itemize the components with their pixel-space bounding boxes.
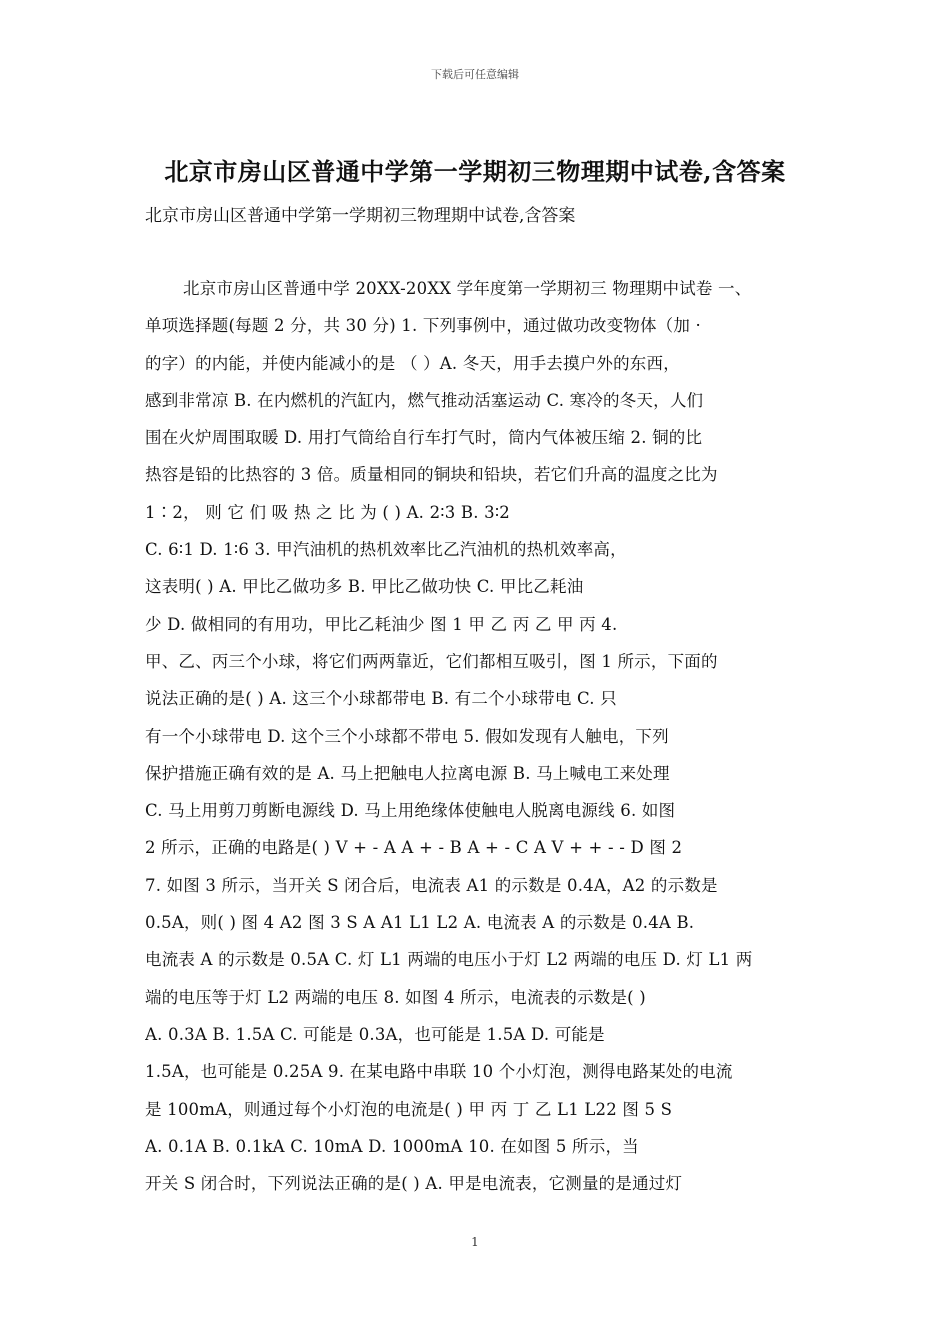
body-line: 1∶2， 则 它 们 吸 热 之 比 为 ( ) A. 2∶3 B. 3∶2 — [145, 502, 511, 522]
page-number: 1 — [471, 1235, 479, 1249]
body-line: C. 马上用剪刀剪断电源线 D. 马上用绝缘体使触电人脱离电源线 6. 如图 — [145, 801, 676, 821]
body-line: 这表明( ) A. 甲比乙做功多 B. 甲比乙做功快 C. 甲比乙耗油 — [145, 577, 584, 597]
body-line: 甲、乙、丙三个小球，将它们两两靠近，它们都相互吸引，图 1 所示，下面的 — [145, 651, 718, 671]
body-line: 北京市房山区普通中学 20XX-20XX 学年度第一学期初三 物理期中试卷 一、 — [183, 279, 752, 298]
body-line: 7. 如图 3 所示，当开关 S 闭合后，电流表 A1 的示数是 0.4A，A2 的示数是 — [145, 875, 718, 895]
document-body — [145, 270, 810, 1202]
body-line: 少 D. 做相同的有用功，甲比乙耗油少 图 1 甲 乙 丙 乙 甲 丙 4. — [145, 614, 618, 634]
body-line: C. 6∶1 D. 1∶6 3. 甲汽油机的热机效率比乙汽油机的热机效率高， — [145, 540, 627, 560]
body-line: 单项选择题(每题 2 分，共 30 分) 1. 下列事例中，通过做功改变物体（加 · — [145, 316, 701, 336]
body-line: 感到非常凉 B. 在内燃机的汽缸内，燃气推动活塞运动 C. 寒冷的冬天，人们 — [145, 390, 704, 410]
body-line: 电流表 A 的示数是 0.5A C. 灯 L1 两端的电压小于灯 L2 两端的电压 D. 灯 L1 两 — [145, 950, 753, 970]
body-line: 说法正确的是( ) A. 这三个小球都带电 B. 有二个小球带电 C. 只 — [145, 689, 617, 709]
body-line: 围在火炉周围取暖 D. 用打气筒给自行车打气时，筒内气体被压缩 2. 铜的比 — [145, 428, 703, 448]
body-line: 0.5A，则( ) 图 4 A2 图 3 S A A1 L1 L2 A. 电流表 A 的示数是 0.4A B. — [145, 913, 695, 933]
body-line: A. 0.1A B. 0.1kA C. 10mA D. 1000mA 10. 在如图 5 所示，当 — [145, 1136, 639, 1156]
document-subtitle: 北京市房山区普通中学第一学期初三物理期中试卷,含答案 — [145, 206, 576, 226]
body-line: 保护措施正确有效的是 A. 马上把触电人拉离电源 B. 马上喊电工来处理 — [145, 763, 670, 783]
body-line: 的字）的内能，并使内能减小的是 （ ）A. 冬天，用手去摸户外的东西， — [145, 353, 680, 373]
document-title: 北京市房山区普通中学第一学期初三物理期中试卷,含答案 — [164, 157, 786, 186]
body-line: 端的电压等于灯 L2 两端的电压 8. 如图 4 所示，电流表的示数是( ) — [145, 987, 646, 1007]
body-line: 热容是铅的比热容的 3 倍。质量相同的铜块和铅块，若它们升高的温度之比为 — [145, 465, 718, 485]
body-line: 开关 S 闭合时，下列说法正确的是( ) A. 甲是电流表，它测量的是通过灯 — [145, 1174, 683, 1194]
body-line: 2 所示，正确的电路是( ) V + - A A + - B A + - C A V + + - - D 图 2 — [145, 838, 683, 858]
body-line: 1.5A，也可能是 0.25A 9. 在某电路中串联 10 个小灯泡，测得电路某处的电流 — [145, 1062, 733, 1082]
body-line: 是 100mA，则通过每个小灯泡的电流是( ) 甲 丙 丁 乙 L1 L22 图 5 S — [145, 1099, 673, 1119]
page-header: 下载后可任意编辑 — [431, 68, 519, 81]
body-line: A. 0.3A B. 1.5A C. 可能是 0.3A，也可能是 1.5A D. 可能是 — [145, 1024, 605, 1044]
body-line: 有一个小球带电 D. 这个三个小球都不带电 5. 假如发现有人触电，下列 — [145, 726, 669, 746]
